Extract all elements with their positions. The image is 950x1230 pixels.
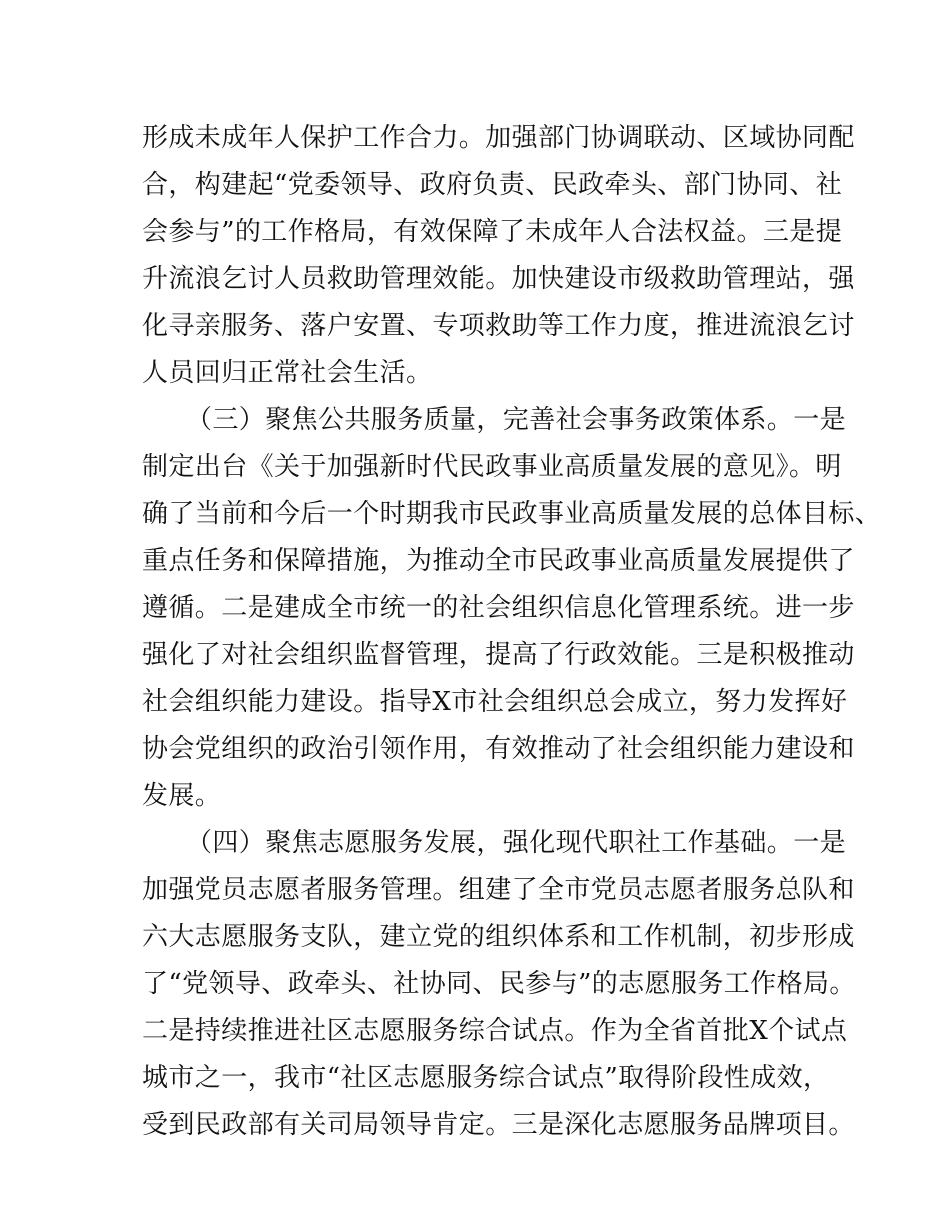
text-line: 强化了对社会组织监督管理，提高了行政效能。三是积极推动	[142, 640, 855, 670]
section-heading-3: （三）聚焦公共服务质量，完善社会事务政策体系。一是	[186, 405, 847, 435]
text-line: 升流浪乞讨人员救助管理效能。加快建设市级救助管理站，强	[142, 264, 855, 294]
text-line: 发展。	[142, 781, 222, 811]
text-line: 化寻亲服务、落户安置、专项救助等工作力度，推进流浪乞讨	[142, 311, 855, 341]
text-line: 确了当前和今后一个时期我市民政事业高质量发展的总体目标、	[142, 499, 882, 529]
text-line: 重点任务和保障措施，为推动全市民政事业高质量发展提供了	[142, 546, 855, 576]
text-line: 社会组织能力建设。指导X市社会组织总会成立，努力发挥好	[142, 687, 848, 717]
text-line: 六大志愿服务支队，建立党的组织体系和工作机制，初步形成	[142, 922, 855, 952]
text-line: 会参与”的工作格局，有效保障了未成年人合法权益。三是提	[142, 217, 843, 247]
text-line: 二是持续推进社区志愿服务综合试点。作为全省首批X个试点	[142, 1016, 848, 1046]
text-line: 遵循。二是建成全市统一的社会组织信息化管理系统。进一步	[142, 593, 855, 623]
text-line: 城市之一，我市“社区志愿服务综合试点”取得阶段性成效，	[142, 1063, 830, 1093]
text-line: 协会党组织的政治引领作用，有效推动了社会组织能力建设和	[142, 734, 855, 764]
text-line: 形成未成年人保护工作合力。加强部门协调联动、区域协同配	[142, 123, 855, 153]
text-line: 受到民政部有关司局领导肯定。三是深化志愿服务品牌项目。	[142, 1110, 855, 1140]
text-line: 合，构建起“党委领导、政府负责、民政牵头、部门协同、社	[142, 170, 843, 200]
text-line: 了“党领导、政牵头、社协同、民参与”的志愿服务工作格局。	[142, 969, 856, 999]
text-line: 制定出台《关于加强新时代民政事业高质量发展的意见》。明	[142, 452, 842, 482]
section-heading-4: （四）聚焦志愿服务发展，强化现代职社工作基础。一是	[186, 828, 847, 858]
text-line: 加强党员志愿者服务管理。组建了全市党员志愿者服务总队和	[142, 875, 855, 905]
text-line: 人员回归正常社会生活。	[142, 358, 433, 388]
